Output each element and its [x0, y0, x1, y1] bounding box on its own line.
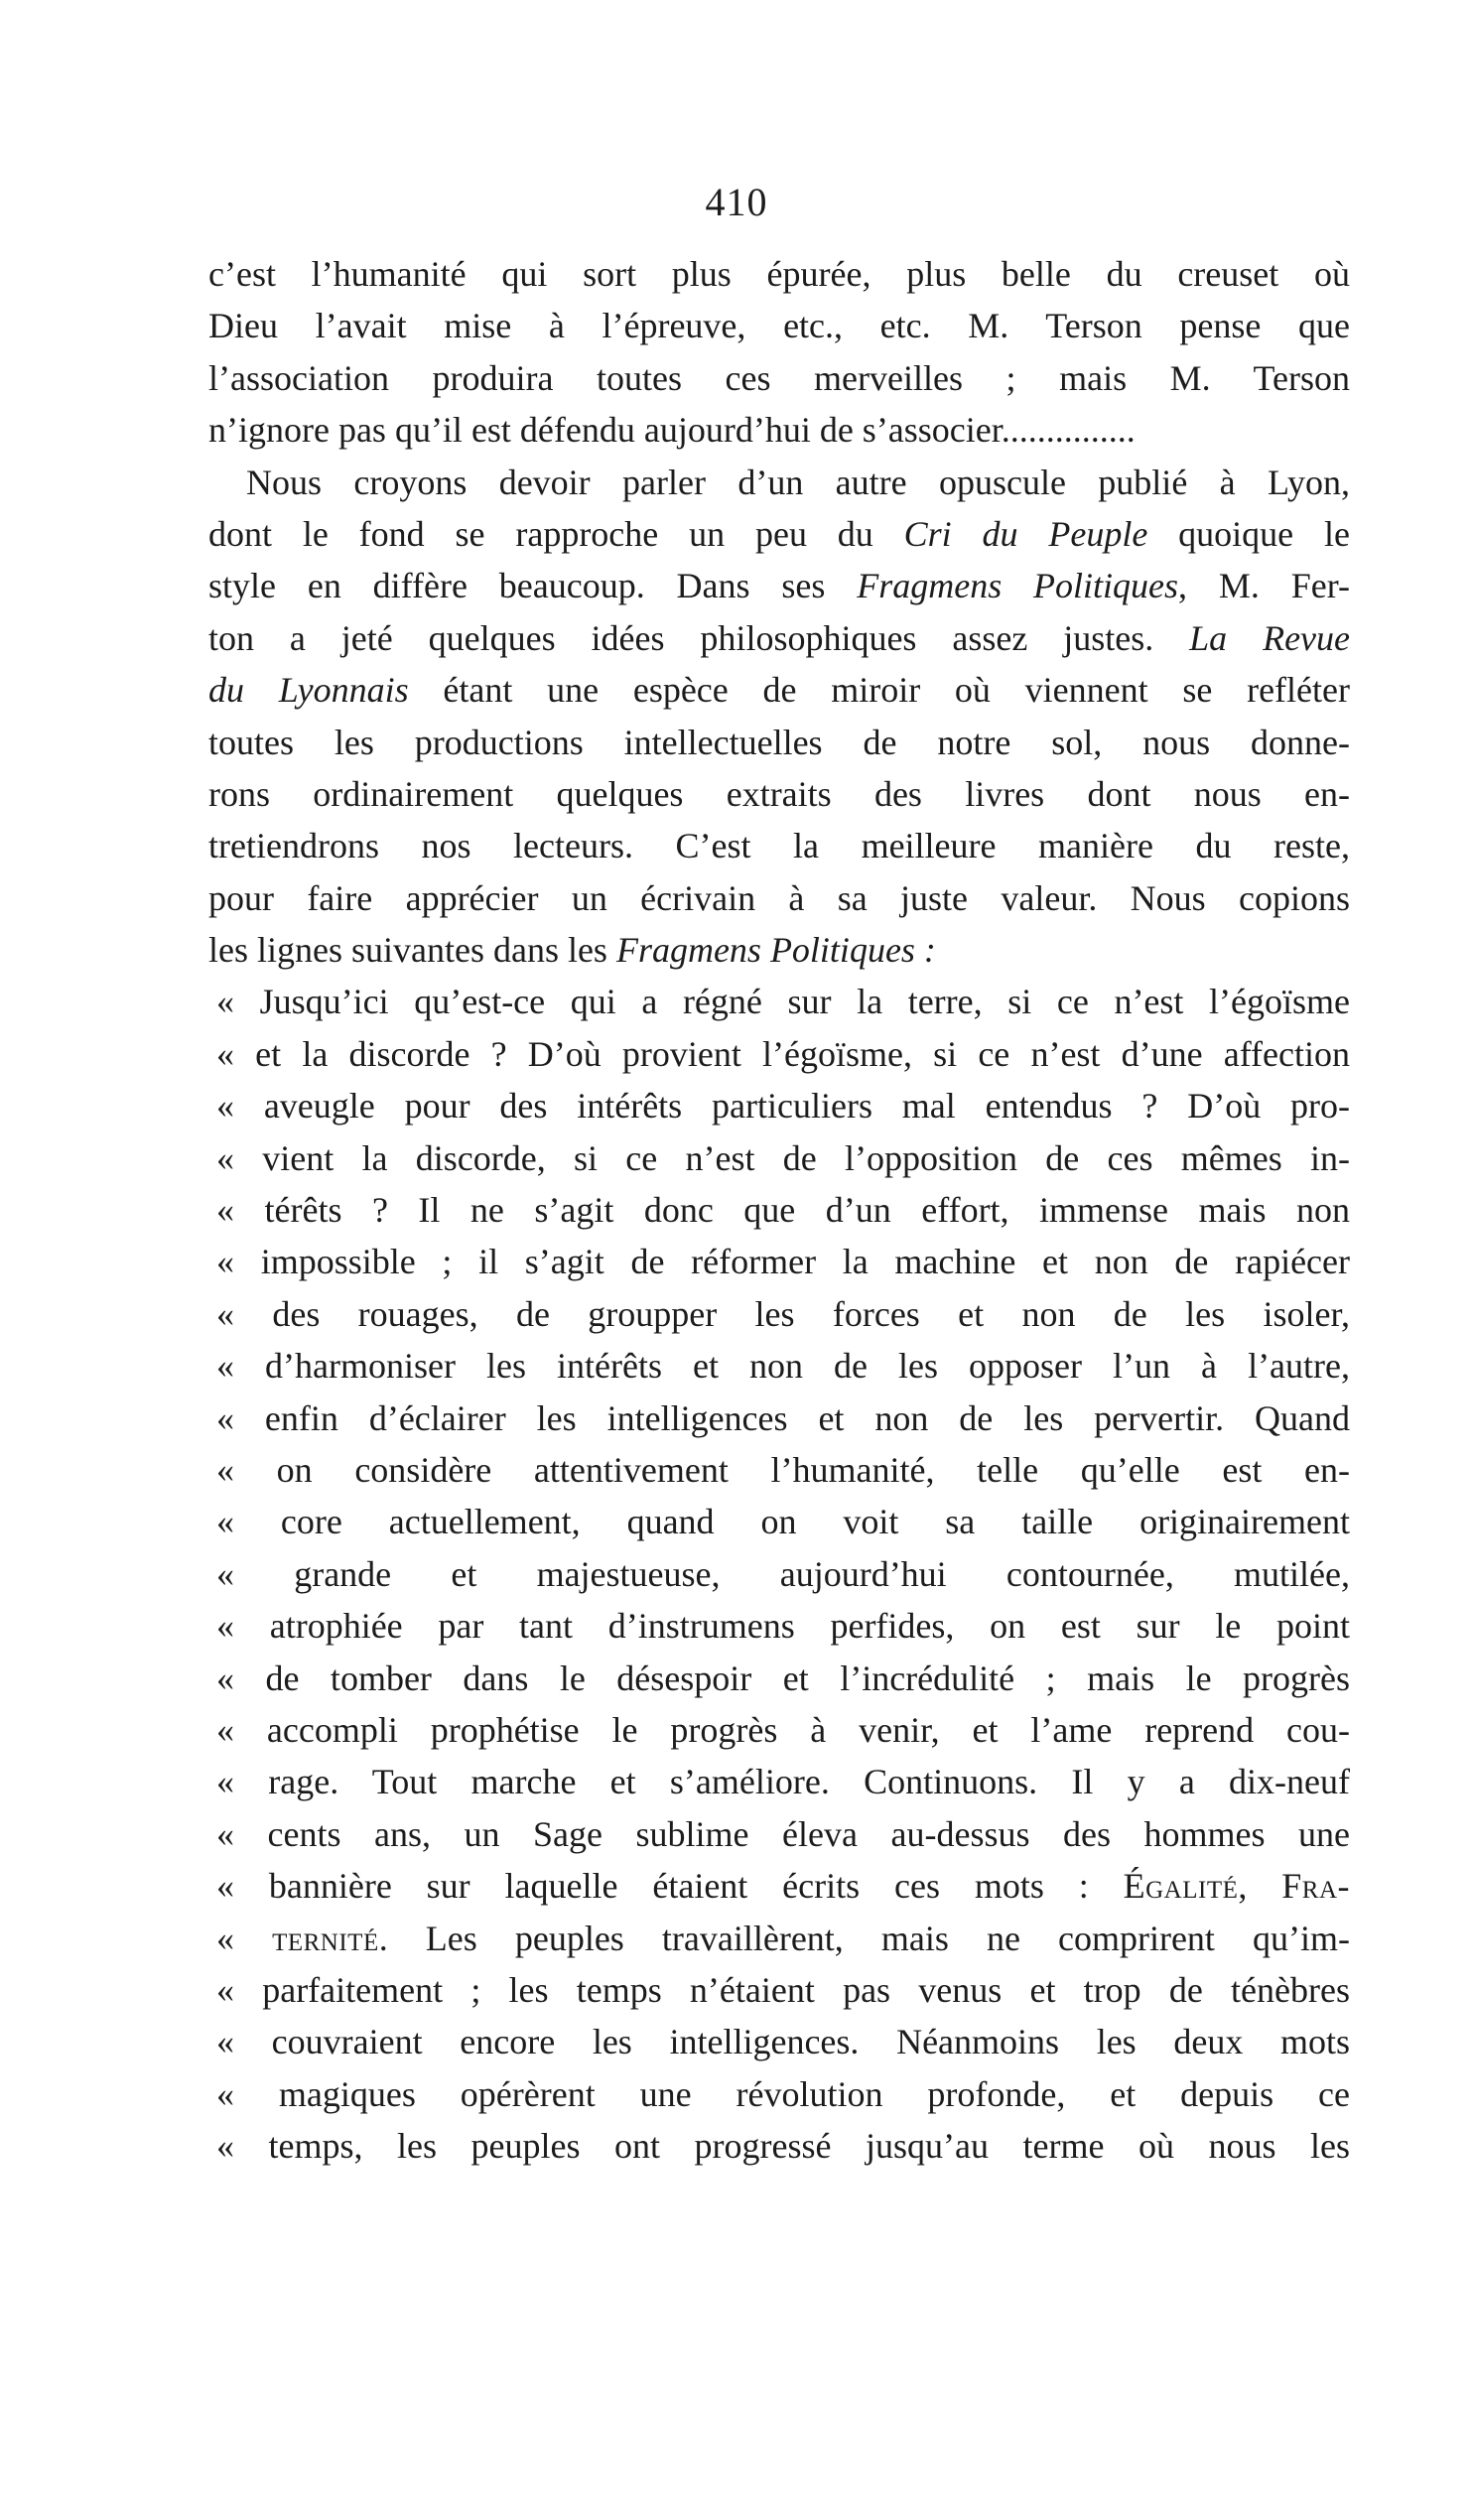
text-line: [208, 1393, 1350, 1444]
text-run: dont le fond se rapproche un peu du: [208, 513, 904, 554]
text-line: [208, 457, 1350, 508]
text-line: [208, 1080, 1350, 1131]
text-run: l’association produira toutes ces merveilles ; mais M. Terson: [208, 357, 1350, 398]
text-run: « temps, les peuples ont progressé jusqu’au terme où nous les: [216, 2126, 1350, 2167]
text-line: [208, 404, 1350, 456]
text-run: « et la discorde ? D’où provient l’égoïsme, si ce n’est d’une affection: [216, 1033, 1350, 1074]
text-run: pour faire apprécier un écrivain à sa juste valeur. Nous copions: [208, 877, 1350, 918]
text-run: rons ordinairement quelques extraits des livres dont nous en-: [208, 773, 1350, 814]
text-line: [208, 1184, 1350, 1236]
text-line: [208, 1964, 1350, 2016]
text-line: [208, 2016, 1350, 2067]
text-run: tretiendrons nos lecteurs. C’est la meilleure manière du reste,: [208, 826, 1350, 866]
text-run: Dieu l’avait mise à l’épreuve, etc., etc. M. Terson pense que: [208, 306, 1350, 346]
text-line: [208, 717, 1350, 768]
text-line: [208, 924, 1350, 976]
text-run: « couvraient encore les intelligences. Néanmoins les deux mots: [216, 2022, 1350, 2062]
text-line: [208, 508, 1350, 560]
text-run: « de tomber dans le désespoir et l’incrédulité ; mais le progrès: [216, 1658, 1350, 1698]
text-run: « accompli prophétise le progrès à venir, et l’ame reprend cou-: [216, 1709, 1350, 1750]
text-line: [208, 560, 1350, 611]
text-run: « aveugle pour des intérêts particuliers mal entendus ? D’où pro-: [216, 1086, 1350, 1127]
text-run: Nous croyons devoir parler d’un autre opuscule publié à Lyon,: [246, 462, 1350, 502]
text-line: [208, 1548, 1350, 1600]
text-run: « térêts ? Il ne s’agit donc que d’un effort, immense mais non: [216, 1190, 1350, 1231]
text-line: [208, 1236, 1350, 1287]
text-run: les lignes suivantes dans les: [208, 930, 616, 971]
text-line: [208, 612, 1350, 664]
italic-title: Fragmens Politiques: [857, 566, 1179, 606]
text-run: « bannière sur laquelle étaient écrits ces mots :: [216, 1866, 1124, 1907]
small-caps-text: Fra-: [1281, 1866, 1350, 1907]
text-run: étant une espèce de miroir où viennent se refléter: [408, 670, 1350, 711]
text-line: [208, 872, 1350, 924]
text-run: «: [216, 1918, 273, 1958]
text-run: « Jusqu’ici qu’est-ce qui a régné sur la terre, si ce n’est l’égoïsme: [216, 982, 1350, 1022]
text-run: toutes les productions intellectuelles de notre sol, nous donne-: [208, 722, 1350, 762]
text-line: [208, 1808, 1350, 1860]
text-run: n’ignore pas qu’il est défendu aujourd’hui de s’associer...............: [208, 410, 1136, 451]
text-run: « parfaitement ; les temps n’étaient pas venus et trop de ténèbres: [216, 1969, 1350, 2010]
italic-title: Fragmens Politiques :: [615, 930, 936, 971]
text-run: « magiques opérèrent une révolution profonde, et depuis ce: [216, 2073, 1350, 2114]
page-body-text: [208, 248, 1350, 2172]
text-line: [208, 1288, 1350, 1340]
text-line: [208, 820, 1350, 871]
text-line: [208, 2120, 1350, 2172]
text-run: « des rouages, de groupper les forces et non de les isoler,: [216, 1293, 1350, 1334]
text-run: c’est l’humanité qui sort plus épurée, plus belle du creuset où: [208, 254, 1350, 294]
text-run: « grande et majestueuse, aujourd’hui contournée, mutilée,: [216, 1553, 1350, 1594]
text-line: [208, 300, 1350, 351]
text-run: « d’harmoniser les intérêts et non de les opposer l’un à l’autre,: [216, 1346, 1350, 1387]
text-run: . Les peuples travaillèrent, mais ne comprirent qu’im-: [378, 1918, 1350, 1958]
page-number: 410: [705, 180, 768, 224]
text-run: style en diffère beaucoup. Dans ses: [208, 566, 858, 606]
text-line: [208, 1340, 1350, 1392]
text-run: « core actuellement, quand on voit sa taille originairement: [216, 1502, 1350, 1542]
text-line: [208, 1704, 1350, 1756]
text-run: « impossible ; il s’agit de réformer la machine et non de rapiécer: [216, 1242, 1350, 1282]
small-caps-text: Égalité: [1123, 1866, 1239, 1907]
text-line: [208, 1860, 1350, 1912]
text-run: « vient la discorde, si ce n’est de l’opposition de ces mêmes in-: [216, 1137, 1350, 1178]
text-line: [208, 1496, 1350, 1547]
text-line: [208, 1913, 1350, 1964]
text-run: « enfin d’éclairer les intelligences et non de les pervertir. Quand: [216, 1397, 1350, 1438]
text-line: [208, 1132, 1350, 1184]
text-run: « on considère attentivement l’humanité, telle qu’elle est en-: [216, 1449, 1350, 1490]
text-line: [208, 1444, 1350, 1496]
text-run: quoique le: [1147, 513, 1350, 554]
text-run: ton a jeté quelques idées philosophiques assez justes.: [208, 617, 1190, 658]
small-caps-text: ternité: [272, 1918, 379, 1958]
text-run: « cents ans, un Sage sublime éleva au-dessus des hommes une: [216, 1813, 1350, 1854]
text-line: [208, 976, 1350, 1027]
text-run: , M. Fer-: [1178, 566, 1350, 606]
text-line: [208, 352, 1350, 404]
text-line: [208, 1756, 1350, 1807]
italic-title: Cri du Peuple: [903, 513, 1148, 554]
italic-title: du Lyonnais: [208, 670, 409, 711]
text-line: [208, 1653, 1350, 1704]
text-run: « rage. Tout marche et s’améliore. Continuons. Il y a dix-neuf: [216, 1762, 1350, 1802]
text-line: [208, 1028, 1350, 1080]
text-run: ,: [1238, 1866, 1282, 1907]
text-run: « atrophiée par tant d’instrumens perfides, on est sur le point: [216, 1606, 1350, 1647]
text-line: [208, 664, 1350, 716]
italic-title: La Revue: [1189, 617, 1350, 658]
text-line: [208, 248, 1350, 300]
text-line: [208, 2068, 1350, 2120]
text-line: [208, 768, 1350, 820]
text-line: [208, 1600, 1350, 1652]
